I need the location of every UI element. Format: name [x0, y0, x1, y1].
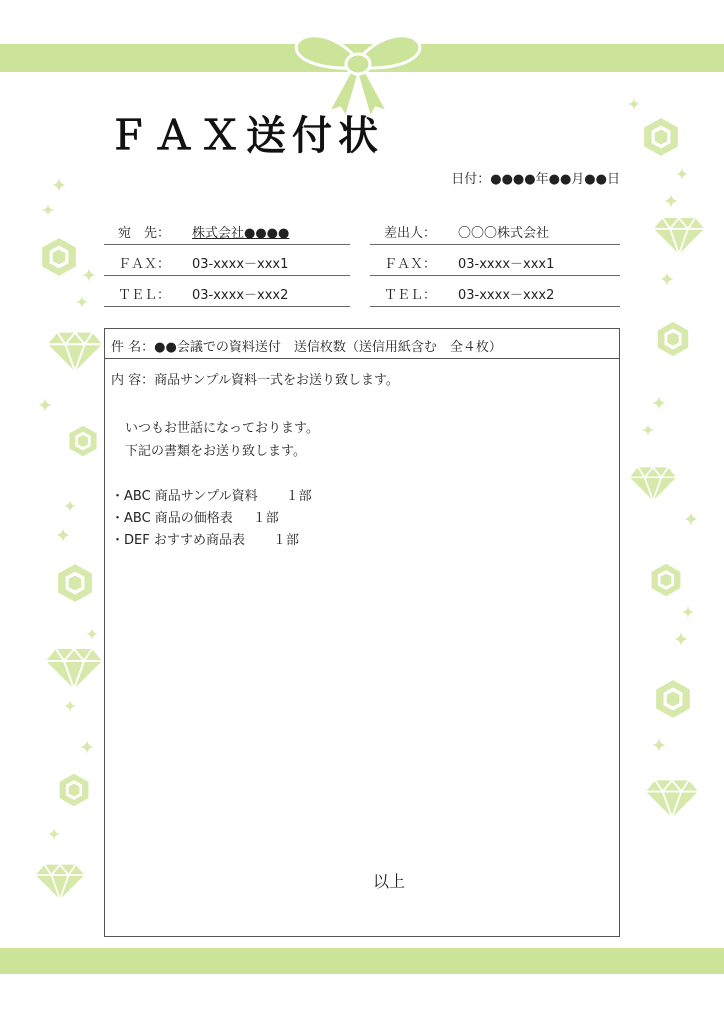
sender-fax-value: 03-xxxx－xxx1	[458, 257, 555, 272]
sender-fax-label: ＦＡＸ：	[384, 257, 437, 272]
sparkle-icon	[48, 828, 60, 840]
recipient-to-row	[104, 214, 350, 245]
sender-from-value: 〇〇〇株式会社	[458, 226, 550, 241]
gem-icon	[640, 116, 682, 158]
sparkle-icon	[652, 396, 666, 410]
recipient-tel-value: 03-xxxx－xxx2	[192, 288, 289, 303]
sparkle-icon	[652, 738, 666, 752]
recipient-to-value: 株式会社●●●●	[192, 226, 290, 241]
document-item-1	[111, 485, 312, 504]
sparkle-icon	[52, 178, 66, 192]
sender-tel-label: ＴＥＬ：	[384, 288, 437, 303]
gem-icon	[648, 562, 684, 598]
gem-icon	[652, 214, 706, 258]
date-field: 日付：●●●●年●●月●●日	[451, 172, 620, 187]
greeting-line-1: いつもお世話になっております。	[125, 421, 319, 436]
gem-icon	[46, 330, 104, 374]
gem-icon	[44, 646, 104, 692]
document-item-3	[111, 529, 299, 548]
document-item-qty: １部	[285, 489, 312, 504]
document-item-qty: １部	[252, 511, 279, 526]
document-item-qty: １部	[272, 533, 299, 548]
sparkle-icon	[628, 98, 640, 110]
recipient-to-label: 宛 先：	[118, 226, 171, 241]
gem-icon	[654, 320, 692, 358]
recipient-fax-label: ＦＡＸ：	[118, 257, 171, 272]
recipient-tel-row	[104, 276, 350, 307]
sparkle-icon	[38, 398, 52, 412]
gem-icon	[628, 462, 678, 506]
sender-from-label: 差出人：	[384, 226, 437, 241]
document-item-name: ・ABC 商品の価格表	[111, 511, 233, 526]
sender-fax-row	[370, 245, 620, 276]
sparkle-icon	[80, 740, 94, 754]
page-title: ＦＡＸ送付状	[108, 113, 384, 159]
gem-icon	[644, 776, 700, 822]
sparkle-icon	[86, 628, 98, 640]
sparkle-icon	[64, 700, 76, 712]
sender-from-row	[370, 214, 620, 245]
gem-icon	[56, 772, 92, 808]
gem-icon	[652, 678, 694, 720]
gem-icon	[66, 424, 100, 458]
content-line: 内 容：商品サンプル資料一式をお送り致します。	[111, 373, 399, 388]
gem-icon	[38, 236, 80, 278]
sender-tel-row	[370, 276, 620, 307]
recipient-tel-label: ＴＥＬ：	[118, 288, 171, 303]
sparkle-icon	[56, 528, 70, 542]
greeting-line-2: 下記の書類をお送り致します。	[125, 444, 306, 459]
document-item-2	[111, 507, 279, 526]
gem-icon	[34, 860, 86, 904]
recipient-fax-value: 03-xxxx－xxx1	[192, 257, 289, 272]
sparkle-icon	[42, 204, 54, 216]
document-item-name: ・ABC 商品サンプル資料	[111, 489, 258, 504]
message-box	[104, 328, 620, 937]
document-item-name: ・DEF おすすめ商品表	[111, 533, 245, 548]
recipient-fax-row	[104, 245, 350, 276]
sparkle-icon	[664, 194, 678, 208]
sender-tel-value: 03-xxxx－xxx2	[458, 288, 555, 303]
sparkle-icon	[676, 168, 688, 180]
sparkle-icon	[682, 606, 694, 618]
closing-text: 以上	[373, 872, 406, 891]
sparkle-icon	[684, 512, 698, 526]
sparkle-icon	[642, 424, 654, 436]
subject-line: 件 名：●●会議での資料送付 送信枚数（送信用紙含む 全４枚）	[105, 329, 619, 359]
gem-icon	[54, 562, 96, 604]
sparkle-icon	[674, 632, 688, 646]
bottom-band	[0, 948, 724, 974]
sparkle-icon	[660, 272, 674, 286]
sparkle-icon	[82, 268, 96, 282]
sparkle-icon	[64, 500, 76, 512]
sparkle-icon	[76, 296, 88, 308]
